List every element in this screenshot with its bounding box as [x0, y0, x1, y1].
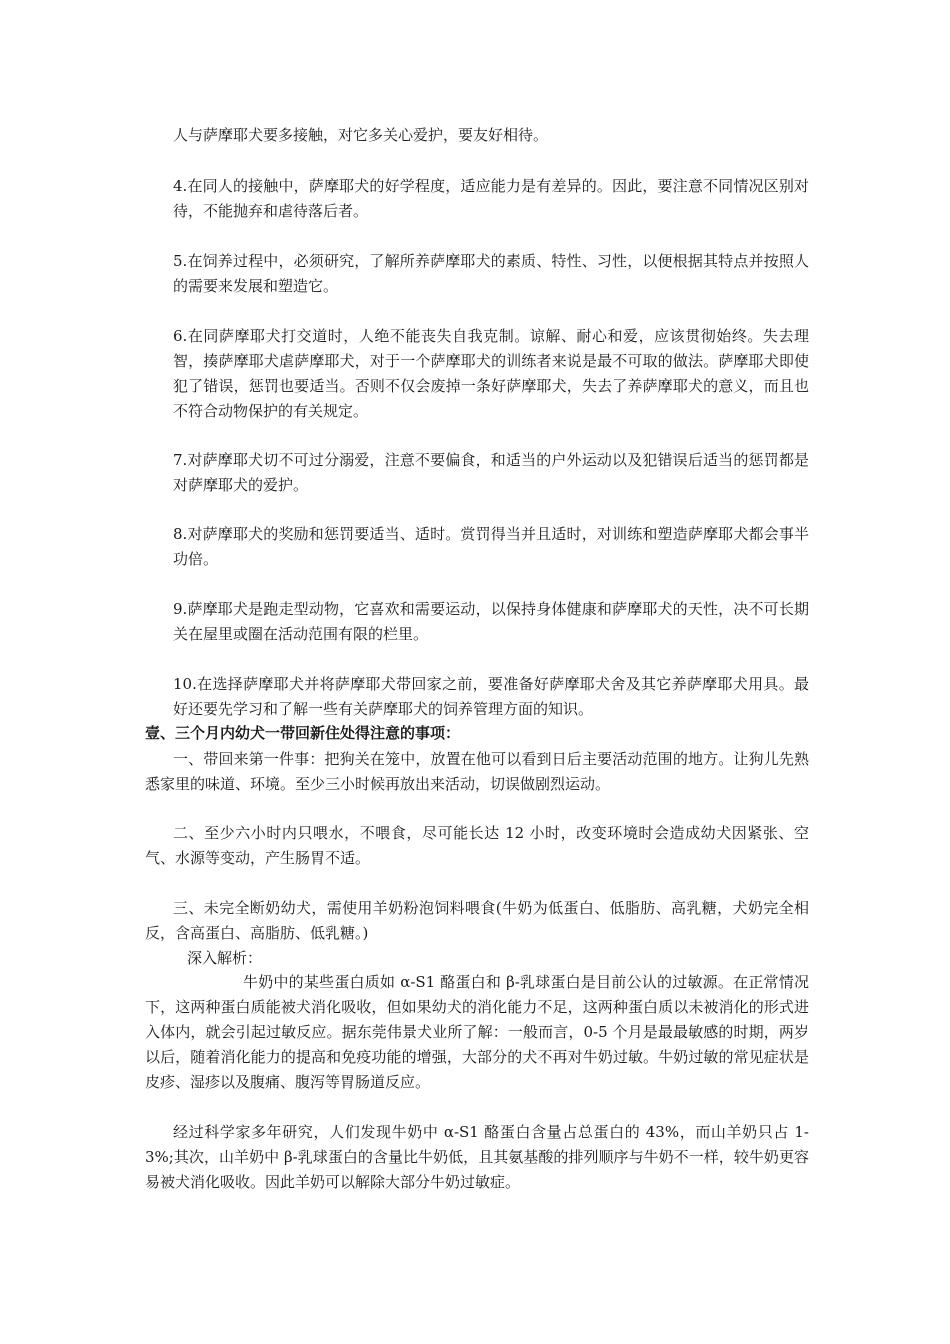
paragraph-5: 5.在饲养过程中，必须研究，了解所养萨摩耶犬的素质、特性、习性，以便根据其特点并按照人的需要来发展和塑造它。	[173, 252, 809, 295]
item-1: 一、带回来第一件事：把狗关在笼中，放置在他可以看到日后主要活动范围的地方。让狗儿先熟悉家里的味道、环境。至少三小时候再放出来活动，切误做剧烈运动。	[145, 750, 809, 793]
analysis-label: 深入解析：	[187, 949, 263, 967]
section-heading: 壹、三个月内幼犬一带回新住处得注意的事项：	[145, 724, 461, 742]
paragraph-6: 6.在同萨摩耶犬打交道时，人绝不能丧失自我克制。谅解、耐心和爱，应该贯彻始终。失去理智，揍萨摩耶犬虐萨摩耶犬，对于一个萨摩耶犬的训练者来说是最不可取的做法。萨摩耶犬即使犯了错误，惩罚也要适当。否则不仅会废掉一条好萨摩耶犬，失去了养萨摩耶犬的意义，而且也不符合动物保护的有关规定。	[173, 327, 809, 420]
item-2: 二、至少六小时内只喂水，不喂食，尽可能长达 12 小时，改变环境时会造成幼犬因紧张、空气、水源等变动，产生肠胃不适。	[145, 824, 809, 867]
paragraph-8: 8.对萨摩耶犬的奖励和惩罚要适当、适时。赏罚得当并且适时，对训练和塑造萨摩耶犬都会事半功倍。	[173, 525, 809, 568]
item-3: 三、未完全断奶幼犬，需使用羊奶粉泡饲料喂食(牛奶为低蛋白、低脂肪、高乳糖，犬奶完全相反，含高蛋白、高脂肪、低乳糖。)	[145, 899, 809, 942]
paragraph-4: 4.在同人的接触中，萨摩耶犬的好学程度，适应能力是有差异的。因此，要注意不同情况区别对待，不能抛弃和虐待落后者。	[173, 177, 809, 220]
paragraph-10: 10.在选择萨摩耶犬并将萨摩耶犬带回家之前，要准备好萨摩耶犬舍及其它养萨摩耶犬用具。最好还要先学习和了解一些有关萨摩耶犬的饲养管理方面的知识。	[173, 675, 809, 718]
paragraph-intro: 人与萨摩耶犬要多接触，对它多关心爱护，要友好相待。	[173, 126, 549, 144]
paragraph-9: 9.萨摩耶犬是跑走型动物，它喜欢和需要运动，以保持身体健康和萨摩耶犬的天性，决不可长期关在屋里或圈在活动范围有限的栏里。	[173, 600, 809, 643]
paragraph-7: 7.对萨摩耶犬切不可过分溺爱，注意不要偏食，和适当的户外运动以及犯错误后适当的惩罚都是对萨摩耶犬的爱护。	[173, 451, 809, 494]
research-text: 经过科学家多年研究，人们发现牛奶中 α-S1 酪蛋白含量占总蛋白的 43%，而山羊奶只占 1-3%;其次，山羊奶中 β-乳球蛋白的含量比牛奶低，且其氨基酸的排列顺序与牛奶不一样，较牛奶更容易被犬消化吸收。因此羊奶可以解除大部分牛奶过敏症。	[145, 1123, 809, 1191]
analysis-text: 牛奶中的某些蛋白质如 α-S1 酪蛋白和 β-乳球蛋白是目前公认的过敏源。在正常情况下，这两种蛋白质能被犬消化吸收，但如果幼犬的消化能力不足，这两种蛋白质以未被消化的形式进入体内，就会引起过敏反应。据东莞伟景犬业所了解：一般而言，0-5 个月是最最敏感的时期，两岁以后，随着消化能力的提高和免疫功能的增强，大部分的犬不再对牛奶过敏。牛奶过敏的常见症状是皮疹、湿疹以及腹痛、腹泻等胃肠道反应。	[145, 973, 809, 1091]
